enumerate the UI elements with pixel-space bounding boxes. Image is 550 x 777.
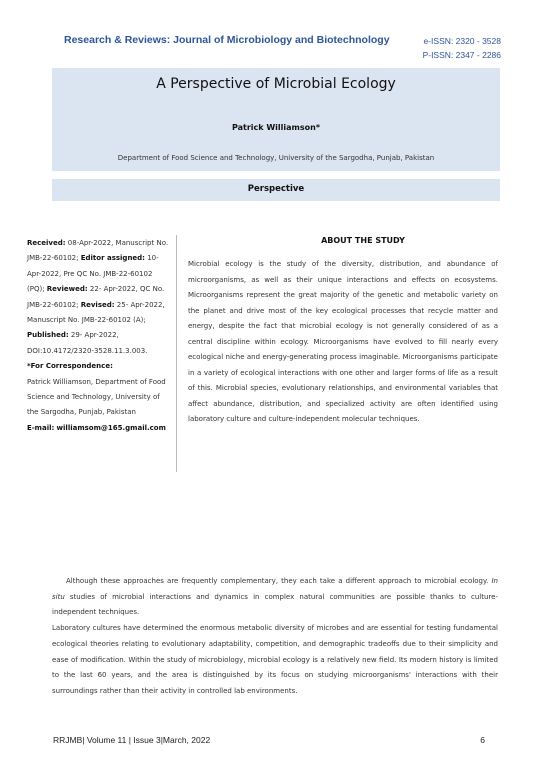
title-box: [52, 68, 500, 171]
article-metadata: [27, 236, 172, 436]
reviewed-value: 22- Apr-2022, QC No. JMB-22-60102;: [27, 285, 165, 309]
revised-label: Revised:: [80, 300, 115, 309]
published-label: Published:: [27, 331, 69, 340]
page-number: 6: [480, 735, 485, 745]
e-issn: e-ISSN: 2320 - 3528: [423, 36, 501, 46]
email-link[interactable]: williamsom@165.gmail.com: [56, 423, 166, 432]
author-name: Patrick Williamson*: [231, 123, 321, 132]
article-title: A Perspective of Microbial Ecology: [156, 76, 396, 92]
reviewed-label: Reviewed:: [46, 285, 88, 294]
editor-label: Editor assigned:: [80, 254, 145, 263]
affiliation: Department of Food Science and Technology, University of the Sargodha, Punjab, Pakistan: [117, 154, 435, 162]
email-label: E-mail:: [27, 423, 55, 432]
body-paragraph-2: Laboratory cultures have determined the enormous metabolic diversity of microbes and are essential for testing fundamental ecological theories relating to evolutionary adaptability, competition, and demographic tradeoffs due to their simplicity and ease of modification. Within the study of microbiology, microbial ecology is a relatively new field. Its modern history is limited to the last 60 years, and the area is distinguished by its focus on studying microorganisms' interactions with their surroundings rather than their activity in controlled lab environments.: [52, 624, 498, 695]
about-paragraph: Microbial ecology is the study of the diversity, distribution, and abundance of microorganisms, as well as their unique interactions and effects on ecosystems. Microorganisms represent the great majority of the genetic and metabolic variety on the planet and drive most of the key ecological processes that recycle matter and energy, despite the fact that microbial ecology is not generally considered of as a central discipline within ecology. Microorganisms have evolved to fill nearly every ecological niche and energy-generating process imaginable. Microorganisms participate in a variety of ecological interactions with one other and larger forms of life as a result of this. Microbial species, evolutionary relationships, and environmental variables that affect abundance, distribution, and specialized activity are often identified using laboratory culture and culture-independent molecular techniques.: [188, 260, 498, 423]
revised-value: 25- Apr-2022, Manuscript No. JMB-22-60102 (A);: [27, 300, 165, 325]
received-value: 08-Apr-2022, Manuscript No. JMB-22-60102;: [27, 239, 169, 263]
body-paragraph-1: [52, 574, 498, 621]
page-footer: [53, 735, 485, 745]
article-type: Perspective: [247, 184, 305, 194]
body-paragraph-1-b: studies of microbial interactions and dynamics in complex natural communities are possible thanks to culture-independent techniques.: [52, 592, 498, 617]
footer-citation: RRJMB| Volume 11 | Issue 3|March, 2022: [53, 735, 211, 745]
column-divider: [176, 235, 177, 472]
journal-title: Research & Reviews: Journal of Microbiology and Biotechnology: [64, 34, 390, 46]
about-section: [188, 236, 498, 428]
in-situ-italic: In situ: [52, 577, 498, 601]
correspondence-label: *For Correspondence:: [27, 362, 113, 371]
received-label: Received:: [27, 239, 66, 247]
editor-value: 10- Apr-2022, Pre QC No. JMB-22-60102 (PQ);: [27, 254, 159, 294]
published-value: 29- Apr-2022, DOI:10.4172/2320-3528.11.3.003.: [27, 331, 148, 355]
correspondence-value: Patrick Williamson, Department of Food Science and Technology, University of the Sargodha, Punjab, Pakistan: [27, 377, 166, 417]
about-heading: ABOUT THE STUDY: [321, 236, 405, 245]
p-issn: P-ISSN: 2347 - 2286: [422, 50, 501, 60]
article-type-box: [52, 179, 500, 201]
issn-block: [423, 34, 501, 62]
body-paragraph-1-a: Although these approaches are frequently complementary, they each take a different approach to microbial ecology.: [66, 577, 492, 585]
body-text: [52, 574, 498, 700]
